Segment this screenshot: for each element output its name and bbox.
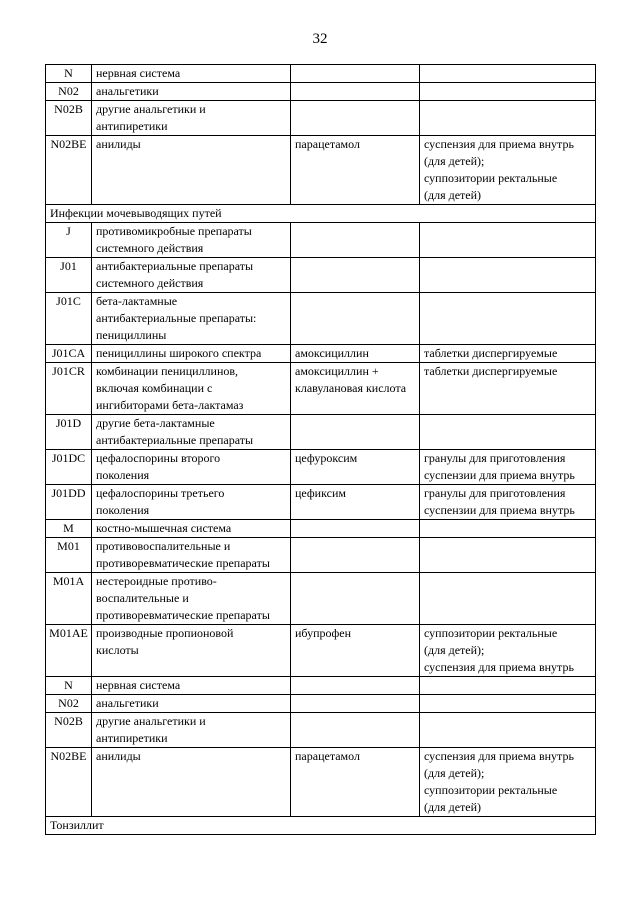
group-cell-line: воспалительные и [96, 591, 189, 605]
group-cell-line: поколения [96, 468, 150, 482]
atc-code-cell: N02BE [46, 748, 92, 817]
table-row [46, 625, 596, 677]
table-row [46, 485, 596, 520]
atc-code-cell: N [46, 65, 92, 83]
inn-cell [291, 363, 420, 415]
group-cell [92, 695, 291, 713]
group-cell-line: антипиретики [96, 119, 168, 133]
atc-code-cell: N02B [46, 713, 92, 748]
dosage-form-cell-line: (для детей); [424, 766, 485, 780]
dosage-form-cell-line: суппозитории ректальные [424, 783, 558, 797]
group-cell-line: комбинации пенициллинов, [96, 364, 239, 378]
group-cell-line: анилиды [96, 137, 141, 151]
atc-code-cell: M01 [46, 538, 92, 573]
section-header-row [46, 817, 596, 835]
inn-cell-line: ибупрофен [295, 626, 352, 640]
dosage-form-cell [420, 538, 596, 573]
group-cell-line: системного действия [96, 276, 204, 290]
atc-code-cell: N02 [46, 695, 92, 713]
section-title: Инфекции мочевыводящих путей [46, 205, 596, 223]
group-cell [92, 223, 291, 258]
group-cell-line: анальгетики [96, 84, 159, 98]
table-row [46, 345, 596, 363]
group-cell [92, 258, 291, 293]
table-body [46, 65, 596, 835]
dosage-form-cell-line: суспензия для приема внутрь [424, 137, 574, 151]
inn-cell [291, 83, 420, 101]
inn-cell [291, 258, 420, 293]
table-row [46, 363, 596, 415]
inn-cell [291, 223, 420, 258]
dosage-form-cell [420, 258, 596, 293]
group-cell [92, 677, 291, 695]
group-cell [92, 293, 291, 345]
dosage-form-cell [420, 223, 596, 258]
inn-cell-line: парацетамол [295, 137, 360, 151]
inn-cell-line: амоксициллин + [295, 364, 379, 378]
atc-code-cell: J01D [46, 415, 92, 450]
group-cell-line: противоревматические препараты [96, 608, 270, 622]
atc-code-cell: J01CR [46, 363, 92, 415]
group-cell-line: другие анальгетики и [96, 102, 206, 116]
dosage-form-cell-line: суппозитории ректальные [424, 626, 558, 640]
table-row [46, 83, 596, 101]
group-cell-line: ингибиторами бета-лактамаз [96, 398, 244, 412]
table-row [46, 101, 596, 136]
table-row [46, 450, 596, 485]
group-cell [92, 450, 291, 485]
group-cell-line: включая комбинации с [96, 381, 213, 395]
group-cell-line: противоревматические препараты [96, 556, 270, 570]
atc-code-cell: N02BE [46, 136, 92, 205]
group-cell [92, 625, 291, 677]
dosage-form-cell [420, 520, 596, 538]
dosage-form-cell [420, 450, 596, 485]
inn-cell [291, 65, 420, 83]
table-row [46, 258, 596, 293]
inn-cell [291, 450, 420, 485]
group-cell-line: противомикробные препараты [96, 224, 252, 238]
group-cell [92, 485, 291, 520]
group-cell-line: антибактериальные препараты: [96, 311, 257, 325]
dosage-form-cell-line: суспензия для приема внутрь [424, 660, 574, 674]
table-row [46, 748, 596, 817]
group-cell-line: антибактериальные препараты [96, 433, 254, 447]
atc-code-cell: J01CA [46, 345, 92, 363]
inn-cell [291, 101, 420, 136]
section-title: Тонзиллит [46, 817, 596, 835]
dosage-form-cell [420, 363, 596, 415]
section-header-row [46, 205, 596, 223]
group-cell [92, 136, 291, 205]
table-row [46, 713, 596, 748]
dosage-form-cell-line: (для детей); [424, 154, 485, 168]
group-cell-line: нервная система [96, 678, 181, 692]
inn-cell [291, 748, 420, 817]
group-cell [92, 713, 291, 748]
atc-code-cell: J01 [46, 258, 92, 293]
dosage-form-cell-line: гранулы для приготовления [424, 451, 566, 465]
group-cell [92, 520, 291, 538]
atc-code-cell: M01AE [46, 625, 92, 677]
dosage-form-cell [420, 713, 596, 748]
inn-cell [291, 136, 420, 205]
group-cell-line: цефалоспорины второго [96, 451, 221, 465]
inn-cell-line: клавулановая кислота [295, 381, 407, 395]
group-cell [92, 363, 291, 415]
group-cell-line: производные пропионовой [96, 626, 234, 640]
group-cell [92, 345, 291, 363]
inn-cell-line: цефиксим [295, 486, 346, 500]
atc-code-cell: N [46, 677, 92, 695]
group-cell-line: кислоты [96, 643, 139, 657]
dosage-form-cell [420, 695, 596, 713]
atc-code-cell: M01A [46, 573, 92, 625]
inn-cell [291, 713, 420, 748]
dosage-form-cell-line: суспензии для приема внутрь [424, 468, 575, 482]
group-cell-line: нервная система [96, 66, 181, 80]
dosage-form-cell-line: (для детей) [424, 800, 482, 814]
group-cell-line: другие бета-лактамные [96, 416, 215, 430]
dosage-form-cell-line: (для детей) [424, 188, 482, 202]
table-row [46, 293, 596, 345]
dosage-form-cell [420, 677, 596, 695]
dosage-form-cell [420, 485, 596, 520]
group-cell-line: пенициллины [96, 328, 167, 342]
group-cell-line: нестероидные противо- [96, 574, 217, 588]
table-row [46, 573, 596, 625]
inn-cell-line: парацетамол [295, 749, 360, 763]
group-cell [92, 538, 291, 573]
group-cell-line: анальгетики [96, 696, 159, 710]
group-cell [92, 101, 291, 136]
dosage-form-cell [420, 345, 596, 363]
group-cell-line: антипиретики [96, 731, 168, 745]
group-cell-line: другие анальгетики и [96, 714, 206, 728]
table-row [46, 415, 596, 450]
group-cell-line: анилиды [96, 749, 141, 763]
group-cell [92, 83, 291, 101]
inn-cell [291, 485, 420, 520]
dosage-form-cell [420, 748, 596, 817]
atc-code-cell: J01DC [46, 450, 92, 485]
group-cell-line: костно-мышечная система [96, 521, 232, 535]
dosage-form-cell-line: суспензии для приема внутрь [424, 503, 575, 517]
inn-cell [291, 538, 420, 573]
group-cell [92, 748, 291, 817]
dosage-form-cell-line: суппозитории ректальные [424, 171, 558, 185]
table-row [46, 520, 596, 538]
atc-code-cell: J [46, 223, 92, 258]
atc-code-cell: N02B [46, 101, 92, 136]
group-cell-line: антибактериальные препараты [96, 259, 254, 273]
inn-cell [291, 625, 420, 677]
inn-cell [291, 415, 420, 450]
group-cell [92, 415, 291, 450]
inn-cell [291, 573, 420, 625]
group-cell-line: противовоспалительные и [96, 539, 231, 553]
group-cell-line: поколения [96, 503, 150, 517]
inn-cell [291, 520, 420, 538]
dosage-form-cell-line: гранулы для приготовления [424, 486, 566, 500]
dosage-form-cell [420, 65, 596, 83]
inn-cell [291, 677, 420, 695]
atc-code-cell: J01DD [46, 485, 92, 520]
dosage-form-cell-line: таблетки диспергируемые [424, 346, 558, 360]
inn-cell-line: цефуроксим [295, 451, 358, 465]
atc-code-cell: M [46, 520, 92, 538]
group-cell-line: пенициллины широкого спектра [96, 346, 262, 360]
table-row [46, 677, 596, 695]
table-row [46, 136, 596, 205]
group-cell-line: системного действия [96, 241, 204, 255]
dosage-form-cell [420, 83, 596, 101]
inn-cell [291, 293, 420, 345]
dosage-form-cell [420, 415, 596, 450]
table-row [46, 65, 596, 83]
atc-code-cell: J01C [46, 293, 92, 345]
dosage-form-cell [420, 625, 596, 677]
table-row [46, 695, 596, 713]
atc-code-cell: N02 [46, 83, 92, 101]
dosage-form-cell-line: суспензия для приема внутрь [424, 749, 574, 763]
dosage-form-cell [420, 293, 596, 345]
group-cell-line: цефалоспорины третьего [96, 486, 225, 500]
inn-cell [291, 695, 420, 713]
group-cell [92, 65, 291, 83]
dosage-form-cell [420, 136, 596, 205]
page-number: 32 [312, 31, 328, 47]
table-row [46, 223, 596, 258]
group-cell [92, 573, 291, 625]
table-row [46, 538, 596, 573]
dosage-form-cell [420, 573, 596, 625]
dosage-form-cell [420, 101, 596, 136]
inn-cell-line: амоксициллин [295, 346, 369, 360]
inn-cell [291, 345, 420, 363]
drug-table [45, 64, 596, 835]
dosage-form-cell-line: таблетки диспергируемые [424, 364, 558, 378]
dosage-form-cell-line: (для детей); [424, 643, 485, 657]
group-cell-line: бета-лактамные [96, 294, 178, 308]
